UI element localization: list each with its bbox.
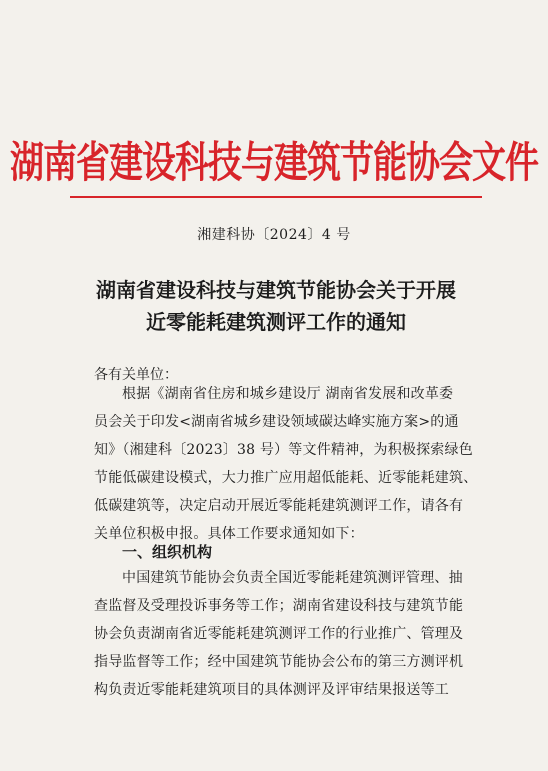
section-heading-organization: 一、组织机构 [122,543,213,561]
text-line: 中国建筑节能协会负责全国近零能耗建筑测评管理、抽 [122,570,463,586]
text-line: 构负责近零能耗建筑项目的具体测评及评审结果报送等工 [94,682,449,698]
text-line: 指导监督等工作；经中国建筑节能协会公布的第三方测评机 [94,654,464,670]
red-separator-line [70,196,482,198]
document-number: 湘建科协〔2024〕4 号 [197,227,351,243]
notice-title-line: 湖南省建设科技与建筑节能协会关于开展 [96,278,456,302]
addressee: 各有关单位： [94,367,178,383]
text-line: 协会负责湖南省近零能耗建筑测评工作的行业推广、管理及 [94,626,464,642]
text-line: 节能低碳建设模式，大力推广应用超低能耗、近零能耗建筑、 [94,470,478,486]
notice-title-line: 近零能耗建筑测评工作的通知 [146,310,406,334]
paragraph-organization [94,564,478,704]
text-line: 低碳建筑等，决定启动开展近零能耗建筑测评工作，请各有 [94,498,464,514]
text-line: 查监督及受理投诉事务等工作；湖南省建设科技与建筑节能 [94,598,464,614]
text-line: 知》（湘建科〔2023〕38 号）等文件精神，为积极探索绿色 [94,442,473,458]
paragraph-intro [94,380,478,548]
text-line: 关单位积极申报。具体工作要求通知如下： [94,526,364,542]
issuer-header-title: 湖南省建设科技与建筑节能协会文件 [10,138,538,188]
text-line: 根据《湖南省住房和城乡建设厅 湖南省发展和改革委 [122,386,454,402]
text-line: 员会关于印发<湖南省城乡建设领域碳达峰实施方案>的通 [94,414,459,430]
notice-title [70,274,482,338]
